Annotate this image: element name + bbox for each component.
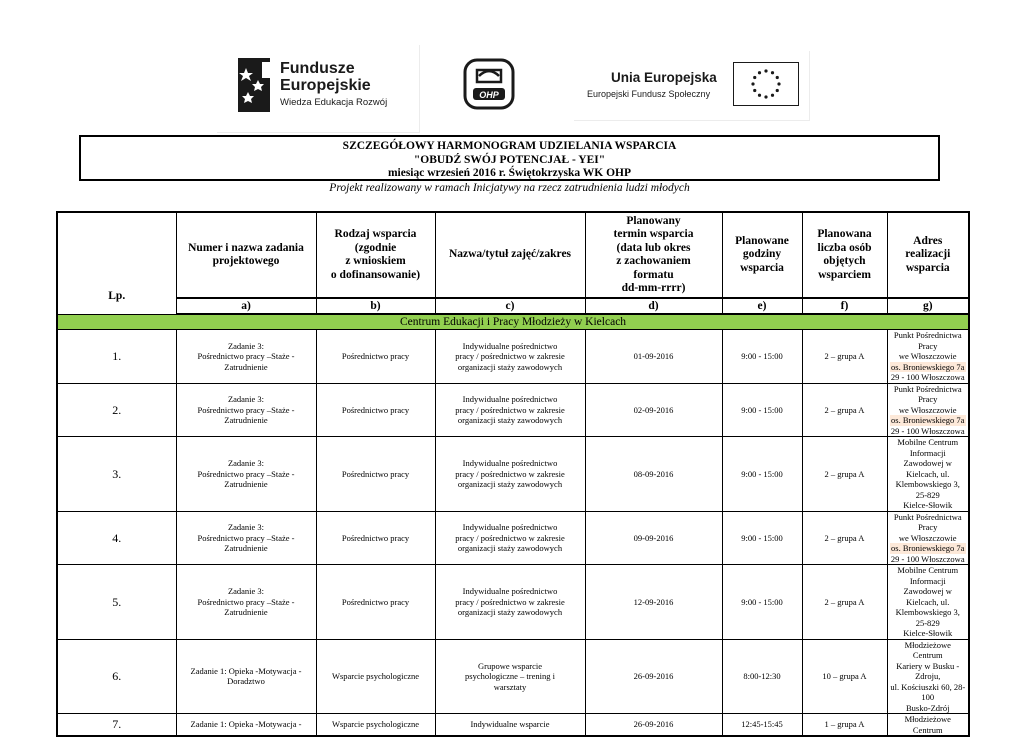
- cell-line: Kielce-Słowik: [903, 500, 953, 510]
- cell-name: [435, 639, 585, 714]
- title-line3: miesiąc wrzesień 2016 r. Świętokrzyska WK OHP: [387, 167, 632, 179]
- cell-task: [176, 437, 316, 512]
- header-name: Nazwa/tytuł zajęć/zakres: [435, 212, 585, 298]
- fe-logo-title: [280, 60, 371, 94]
- cell-date: 26-09-2016: [585, 639, 722, 714]
- cell-date: 01-09-2016: [585, 330, 722, 384]
- cell-name: [435, 437, 585, 512]
- eu-star-icon: [764, 95, 767, 98]
- cell-line: Indywidualne pośrednictwo: [462, 340, 558, 351]
- ue-title: Unia Europejska: [611, 70, 717, 85]
- table-header-row: [57, 212, 969, 298]
- cell-no: 6.: [57, 639, 176, 714]
- cell-line: 29 - 100 Włoszczowa: [890, 553, 965, 564]
- cell-no: 2.: [57, 383, 176, 437]
- eu-star-icon: [776, 76, 779, 79]
- cell-line: Zadanie 3:: [227, 522, 265, 532]
- cell-date: 09-09-2016: [585, 511, 722, 565]
- cell-no: 7.: [57, 714, 176, 737]
- cell-line: Kielce-Słowik: [903, 628, 953, 638]
- cell-hours: 8:00-12:30: [722, 639, 802, 714]
- cell-line: organizacji staży zawodowych: [457, 607, 563, 617]
- eu-flag-icon: [733, 62, 799, 106]
- cell-line: Kariery w Busku - Zdroju,: [896, 660, 960, 681]
- eu-star-icon: [758, 94, 761, 97]
- eu-star-icon: [771, 94, 774, 97]
- cell-line: Informacji Zawodowej w: [903, 575, 952, 596]
- cell-line: Zatrudnienie: [224, 543, 268, 553]
- cell-type: Wsparcie psychologiczne: [316, 639, 435, 714]
- cell-task: [176, 565, 316, 640]
- cell-line: Zatrudnienie: [224, 415, 268, 425]
- cell-line: we Włoszczowie: [898, 532, 957, 543]
- cell-line: Zadanie 3:: [227, 586, 265, 596]
- letter-f: f): [802, 298, 887, 314]
- cell-no: 5.: [57, 565, 176, 640]
- cell-address: Młodzieżowe Centrum: [887, 714, 969, 737]
- header-address: Adres realizacji wsparcia: [887, 212, 969, 298]
- header-date-line: Planowany: [626, 214, 681, 227]
- cell-line: os. Broniewskiego 7a: [891, 543, 965, 553]
- cell-count: 2 – grupa A: [802, 330, 887, 384]
- cell-hours: 9:00 - 15:00: [722, 511, 802, 565]
- cell-name: Indywidualne wsparcie: [435, 714, 585, 737]
- cell-no: 1.: [57, 330, 176, 384]
- cell-line: Grupowe wsparcie: [478, 660, 542, 671]
- cell-line: Zatrudnienie: [224, 607, 268, 617]
- cell-date: 02-09-2016: [585, 383, 722, 437]
- cell-task: Zadanie 1: Opieka -Motywacja -: [176, 714, 316, 737]
- table-row: [57, 383, 969, 437]
- cell-count: 2 – grupa A: [802, 437, 887, 512]
- cell-task: [176, 330, 316, 384]
- table-letters-row: [57, 298, 969, 314]
- ohp-text: OHP: [479, 90, 499, 100]
- eu-star-icon: [764, 69, 767, 72]
- fe-line1: Fundusze: [280, 60, 355, 77]
- logo-ohp: [463, 58, 515, 110]
- letter-e: e): [722, 298, 802, 314]
- cell-line: Zadanie 3:: [227, 394, 265, 404]
- header-date-line: formatu: [633, 268, 674, 281]
- cell-address: [887, 383, 969, 437]
- cell-address: [887, 511, 969, 565]
- cell-line: pracy / pośrednictwo w zakresie: [455, 468, 565, 479]
- cell-line: warsztaty: [493, 681, 527, 692]
- cell-count: 2 – grupa A: [802, 383, 887, 437]
- cell-line: Zadanie 3:: [227, 340, 265, 351]
- cell-hours: 9:00 - 15:00: [722, 383, 802, 437]
- cell-line: pracy / pośrednictwo w zakresie: [455, 351, 565, 361]
- cell-line: Punkt Pośrednictwa Pracy: [893, 330, 962, 351]
- cell-line: Zatrudnienie: [224, 361, 268, 372]
- title-line1: SZCZEGÓŁOWY HARMONOGRAM UDZIELANIA WSPARCIA: [342, 140, 677, 152]
- cell-address: [887, 437, 969, 512]
- header-date-line: z zachowaniem: [616, 255, 691, 267]
- cell-line: Doradztwo: [227, 676, 265, 687]
- eu-star-icon: [753, 76, 756, 79]
- letter-a: a): [176, 298, 316, 314]
- cell-line: Pośrednictwo pracy –Staże -: [197, 404, 295, 415]
- eu-star-icon: [777, 82, 780, 85]
- cell-line: organizacji staży zawodowych: [457, 415, 563, 425]
- cell-line: Zatrudnienie: [224, 479, 268, 489]
- cell-line: Informacji Zawodowej w: [903, 447, 952, 468]
- cell-hours: 9:00 - 15:00: [722, 437, 802, 512]
- header-date-line: termin wsparcia: [613, 228, 694, 240]
- table-row: [57, 565, 969, 640]
- cell-line: Pośrednictwo pracy –Staże -: [197, 532, 295, 543]
- cell-line: we Włoszczowie: [898, 351, 957, 361]
- header-hours: Planowane godziny wsparcia: [722, 212, 802, 298]
- cell-no: 3.: [57, 437, 176, 512]
- cell-type: Wsparcie psychologiczne: [316, 714, 435, 737]
- cell-line: Młodzieżowe Centrum: [904, 639, 951, 660]
- letter-c: c): [435, 298, 585, 314]
- header-lp: Lp.: [57, 212, 176, 314]
- header-support-type: [316, 212, 435, 298]
- cell-line: Klembowskiego 3, 25-829: [895, 607, 960, 628]
- cell-line: Mobilne Centrum: [897, 437, 959, 447]
- cell-line: Punkt Pośrednictwa Pracy: [893, 511, 962, 532]
- cell-line: pracy / pośrednictwo w zakresie: [455, 404, 565, 415]
- cell-line: organizacji staży zawodowych: [457, 361, 563, 372]
- letter-g: g): [887, 298, 969, 314]
- letter-d: d): [585, 298, 722, 314]
- cell-line: Punkt Pośrednictwa Pracy: [893, 383, 962, 404]
- cell-line: 29 - 100 Włoszczowa: [890, 372, 965, 382]
- cell-line: Mobilne Centrum: [897, 565, 959, 575]
- cell-line: 29 - 100 Włoszczowa: [890, 425, 965, 436]
- cell-date: 08-09-2016: [585, 437, 722, 512]
- logo-fundusze-europejskie: [216, 44, 419, 132]
- cell-line: Klembowskiego 3, 25-829: [895, 479, 960, 500]
- schedule-table: [56, 211, 970, 737]
- cell-name: [435, 565, 585, 640]
- cell-line: Zadanie 1: Opieka -Motywacja -: [190, 665, 302, 676]
- cell-line: Pośrednictwo pracy –Staże -: [197, 468, 295, 479]
- ue-subtitle: Europejski Fundusz Społeczny: [587, 89, 711, 99]
- cell-address: [887, 639, 969, 714]
- cell-line: Pośrednictwo pracy –Staże -: [197, 351, 295, 361]
- cell-type: Pośrednictwo pracy: [316, 330, 435, 384]
- cell-line: Pośrednictwo pracy –Staże -: [197, 596, 295, 607]
- header-type-line: z wnioskiem: [345, 255, 406, 267]
- section-row: [57, 314, 969, 330]
- cell-date: 26-09-2016: [585, 714, 722, 737]
- header-type-line: Rodzaj wsparcia: [334, 228, 417, 240]
- table-row: [57, 437, 969, 512]
- cell-line: Indywidualne pośrednictwo: [462, 394, 558, 404]
- cell-line: psychologiczne – trening i: [465, 671, 555, 681]
- eu-star-icon: [758, 71, 761, 74]
- eu-star-icon: [776, 89, 779, 92]
- cell-type: Pośrednictwo pracy: [316, 511, 435, 565]
- cell-line: Indywidualne pośrednictwo: [462, 522, 558, 532]
- cell-no: 4.: [57, 511, 176, 565]
- cell-count: 10 – grupa A: [802, 639, 887, 714]
- table-row: [57, 511, 969, 565]
- cell-hours: 9:00 - 15:00: [722, 565, 802, 640]
- cell-type: Pośrednictwo pracy: [316, 383, 435, 437]
- cell-count: 1 – grupa A: [802, 714, 887, 737]
- cell-line: os. Broniewskiego 7a: [891, 361, 965, 372]
- cell-line: Kielcach, ul.: [906, 468, 950, 479]
- header-count: Planowana liczba osób objętych wsparciem: [802, 212, 887, 298]
- cell-line: Busko-Zdrój: [906, 702, 950, 713]
- fundusze-europejskie-flag-icon: [238, 58, 270, 112]
- header-task: Numer i nazwa zadania projektowego: [176, 212, 316, 298]
- cell-task: [176, 383, 316, 437]
- cell-name: [435, 383, 585, 437]
- header-type-line: (zgodnie: [354, 241, 397, 254]
- cell-task: [176, 511, 316, 565]
- cell-address: [887, 565, 969, 640]
- cell-line: os. Broniewskiego 7a: [891, 415, 965, 425]
- fe-line2: Europejskie: [280, 77, 371, 94]
- header-date-line: (data lub okres: [616, 241, 691, 254]
- header-date-line: dd-mm-rrrr): [621, 282, 686, 294]
- cell-date: 12-09-2016: [585, 565, 722, 640]
- document-title-box: [79, 135, 940, 181]
- cell-line: organizacji staży zawodowych: [457, 543, 563, 553]
- logo-unia-europejska: [573, 50, 809, 120]
- table-row: [57, 639, 969, 714]
- fe-tagline: Wiedza Edukacja Rozwój: [280, 97, 388, 108]
- cell-type: Pośrednictwo pracy: [316, 437, 435, 512]
- cell-line: Indywidualne pośrednictwo: [462, 586, 558, 596]
- letter-b: b): [316, 298, 435, 314]
- section-label: Centrum Edukacji i Pracy Młodzieży w Kielcach: [57, 314, 969, 330]
- cell-address: [887, 330, 969, 384]
- cell-count: 2 – grupa A: [802, 511, 887, 565]
- eu-star-icon: [753, 89, 756, 92]
- cell-line: Kielcach, ul.: [906, 596, 950, 607]
- cell-line: we Włoszczowie: [898, 404, 957, 415]
- title-line2: "OBUDŹ SWÓJ POTENCJAŁ - YEI": [413, 153, 606, 166]
- eu-star-icon: [771, 71, 774, 74]
- cell-hours: 9:00 - 15:00: [722, 330, 802, 384]
- cell-line: ul. Kościuszki 60, 28-100: [890, 681, 966, 702]
- header-type-line: o dofinansowanie): [330, 268, 421, 281]
- cell-line: Zadanie 3:: [227, 458, 265, 468]
- cell-line: organizacji staży zawodowych: [457, 479, 563, 489]
- cell-type: Pośrednictwo pracy: [316, 565, 435, 640]
- cell-count: 2 – grupa A: [802, 565, 887, 640]
- cell-name: [435, 330, 585, 384]
- document-subtitle: Projekt realizowany w ramach Inicjatywy na rzecz zatrudnienia ludzi młodych: [329, 182, 690, 194]
- cell-name: [435, 511, 585, 565]
- cell-hours: 12:45-15:45: [722, 714, 802, 737]
- table-row: [57, 330, 969, 384]
- cell-line: Indywidualne pośrednictwo: [462, 458, 558, 468]
- eu-star-icon: [751, 82, 754, 85]
- cell-line: pracy / pośrednictwo w zakresie: [455, 596, 565, 607]
- cell-line: pracy / pośrednictwo w zakresie: [455, 532, 565, 543]
- header-date: [585, 212, 722, 298]
- cell-task: [176, 639, 316, 714]
